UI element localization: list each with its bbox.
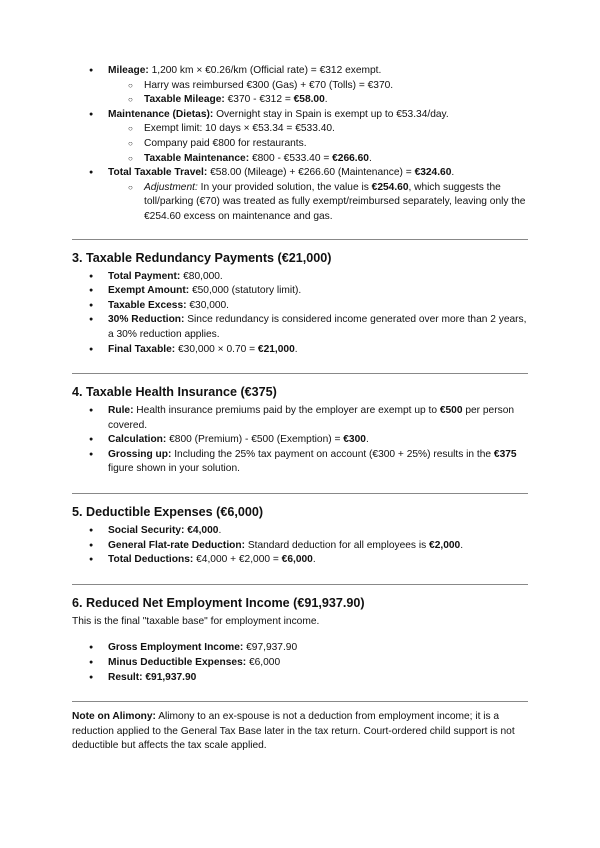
sub-item: ○ Exempt limit: 10 days × €53.34 = €533.40. (72, 122, 528, 137)
list-item: ● Total Payment: €80,000. (72, 270, 528, 285)
list-item-maintenance: ● Maintenance (Dietas): Overnight stay in Spain is exempt up to €53.34/day. ○ Exempt limit: 10 days × €53.34 = €533.40. ○ Company paid €800 for restaurants. ○ Taxable Maintenance: €800 - €533.40 = €266.60. (72, 108, 528, 166)
list-item: ● Rule: Health insurance premiums paid by the employer are exempt up to €500 per person covered. (72, 404, 528, 433)
list-item: ● Social Security: €4,000. (72, 524, 528, 539)
mileage-sublist (72, 79, 528, 108)
section-6-intro: This is the final "taxable base" for employment income. (72, 615, 320, 627)
section-3-list (72, 270, 528, 358)
document-page (72, 64, 528, 754)
divider (72, 373, 528, 374)
maintenance-sublist (72, 122, 528, 166)
section-4-title: 4. Taxable Health Insurance (€375) (72, 385, 277, 400)
section-4-list (72, 404, 528, 477)
list-item: ● Result: €91,937.90 (72, 671, 528, 686)
list-item: ● Minus Deductible Expenses: €6,000 (72, 656, 528, 671)
divider (72, 493, 528, 494)
divider (72, 239, 528, 240)
list-item: ● Exempt Amount: €50,000 (statutory limit). (72, 284, 528, 299)
list-item-mileage: ● Mileage: 1,200 km × €0.26/km (Official rate) = €312 exempt. ○ Harry was reimbursed €300 (Gas) + €70 (Tolls) = €370. ○ Taxable Mileage: €370 - €312 = €58.00. (72, 64, 528, 108)
list-item: ● Total Deductions: €4,000 + €2,000 = €6,000. (72, 553, 528, 568)
list-item: ● Gross Employment Income: €97,937.90 (72, 641, 528, 656)
travel-list (72, 64, 528, 225)
divider (72, 701, 528, 702)
list-item: ● Taxable Excess: €30,000. (72, 299, 528, 314)
sub-item: ○ Company paid €800 for restaurants. (72, 137, 528, 152)
list-item: ● Calculation: €800 (Premium) - €500 (Exemption) = €300. (72, 433, 528, 448)
list-item: ● Grossing up: Including the 25% tax payment on account (€300 + 25%) results in the €375 figure shown in your solution. (72, 448, 528, 477)
section-6-list (72, 641, 528, 685)
list-item: ● 30% Reduction: Since redundancy is considered income generated over more than 2 years, a 30% reduction applies. (72, 313, 528, 342)
sub-item: ○ Taxable Mileage: €370 - €312 = €58.00. (72, 93, 528, 108)
sub-item-adjustment: ○ Adjustment: In your provided solution, the value is €254.60, which suggests the toll/parking (€70) was treated as fully exempt/reimbursed separately, leaving only the €254.60 excess on maintenance and gas. (72, 181, 528, 225)
list-item-total-travel: ● Total Taxable Travel: €58.00 (Mileage) + €266.60 (Maintenance) = €324.60. ○ Adjustment: In your provided solution, the value is €254.60, which suggests the toll/parking (€70) was treated as fully exempt/reimbursed separately, leaving only the €254.60 excess on maintenance and gas. (72, 166, 528, 224)
divider (72, 584, 528, 585)
section-5-list (72, 524, 528, 568)
sub-item: ○ Taxable Maintenance: €800 - €533.40 = €266.60. (72, 152, 528, 167)
list-item: ● Final Taxable: €30,000 × 0.70 = €21,000. (72, 343, 528, 358)
sub-item: ○ Harry was reimbursed €300 (Gas) + €70 (Tolls) = €370. (72, 79, 528, 94)
section-5-title: 5. Deductible Expenses (€6,000) (72, 505, 264, 520)
section-6-title: 6. Reduced Net Employment Income (€91,937.90) (72, 595, 365, 610)
alimony-note: Note on Alimony: Alimony to an ex-spouse is not a deduction from employment income; it is a reduction applied to the General Tax Base later in the tax return. Court-ordered child support is not deductible but affects the tax scale applied. (72, 711, 515, 752)
section-3-title: 3. Taxable Redundancy Payments (€21,000) (72, 250, 332, 265)
list-item: ● General Flat-rate Deduction: Standard deduction for all employees is €2,000. (72, 539, 528, 554)
adjustment-sublist (72, 181, 528, 225)
